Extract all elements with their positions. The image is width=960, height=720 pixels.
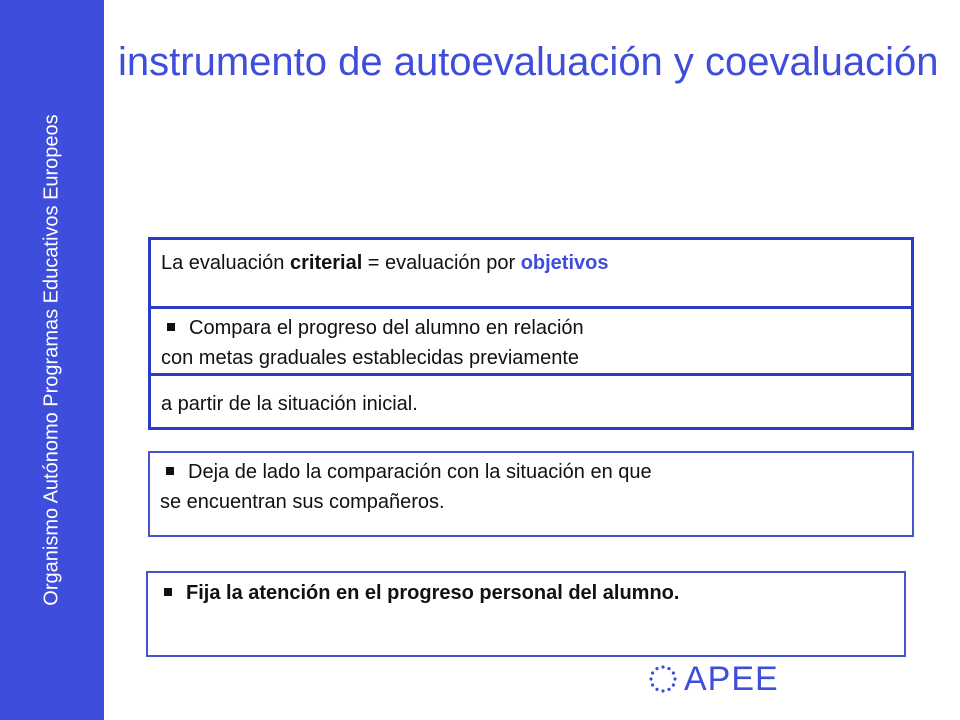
fija-text: Fija la atención en el progreso personal del alumno. <box>186 582 680 604</box>
definition-box <box>148 237 914 309</box>
compara-box <box>148 306 914 376</box>
square-bullet-icon <box>167 323 175 331</box>
deja-line-1 <box>160 457 902 487</box>
definition-keyword-objetivos: objetivos <box>520 252 609 274</box>
deja-box <box>148 451 914 537</box>
compara-text-2: con metas graduales establecidas previamente <box>161 347 580 369</box>
definition-keyword-criterial: criterial <box>289 252 363 274</box>
square-bullet-icon <box>164 588 172 596</box>
sidebar-organization-label: Organismo Autónomo Programas Educativos Europeos <box>40 114 63 606</box>
fija-line <box>158 578 894 608</box>
definition-prefix: La evaluación <box>161 252 290 274</box>
definition-line <box>161 248 901 278</box>
compara-line-1 <box>161 313 901 343</box>
star-ring-icon <box>648 664 678 694</box>
deja-text-1: Deja de lado la comparación con la situación en que <box>188 461 652 483</box>
deja-text-2: se encuentran sus compañeros. <box>160 491 445 513</box>
compara-text-3: a partir de la situación inicial. <box>161 393 418 415</box>
apee-logo <box>648 657 779 701</box>
fija-box <box>146 571 906 657</box>
partir-box <box>148 373 914 430</box>
square-bullet-icon <box>166 467 174 475</box>
logo-text: APEE <box>684 660 779 698</box>
sidebar <box>0 0 104 720</box>
definition-middle: = evaluación por <box>362 252 521 274</box>
compara-text-1: Compara el progreso del alumno en relación <box>189 317 584 339</box>
slide-title: instrumento de autoevaluación y coevaluación <box>118 40 939 84</box>
